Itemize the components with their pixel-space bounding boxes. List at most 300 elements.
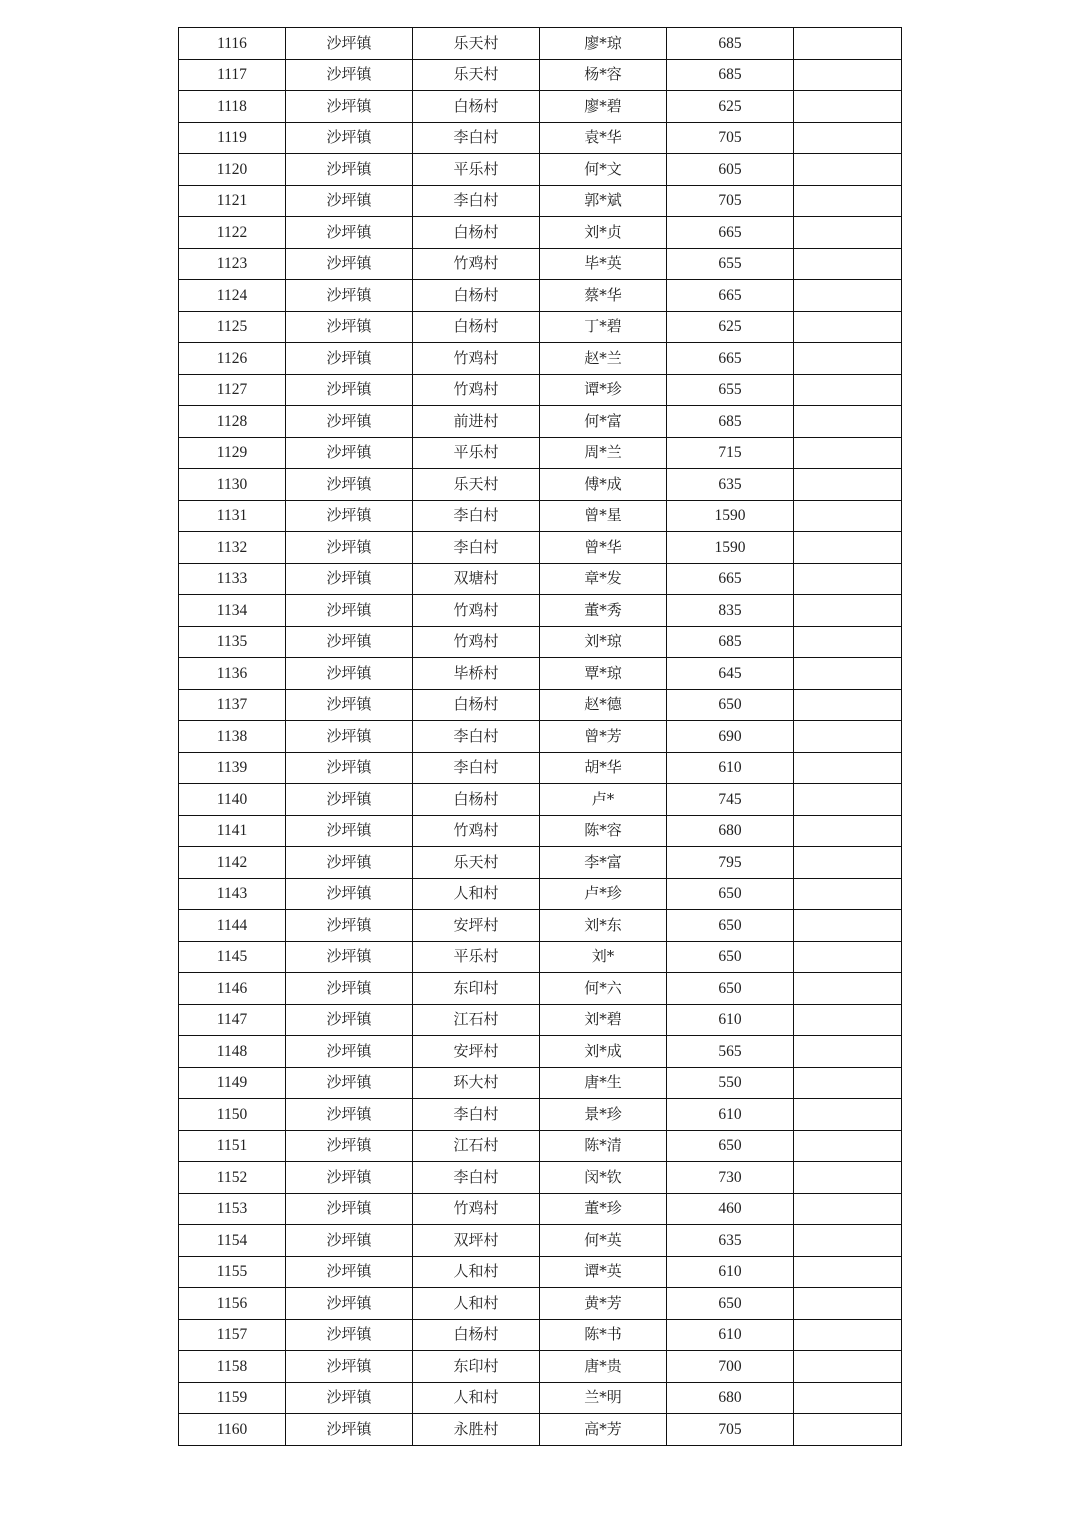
cell-serial-number: 1160 (179, 1414, 286, 1446)
cell-town: 沙坪镇 (286, 1036, 413, 1068)
cell-town: 沙坪镇 (286, 1225, 413, 1257)
cell-person-name: 何*六 (540, 973, 667, 1005)
cell-amount: 645 (667, 658, 794, 690)
cell-serial-number: 1159 (179, 1382, 286, 1414)
cell-person-name: 曾*华 (540, 532, 667, 564)
cell-serial-number: 1149 (179, 1067, 286, 1099)
cell-person-name: 景*珍 (540, 1099, 667, 1131)
table-row (179, 1382, 902, 1414)
cell-person-name: 刘*贞 (540, 217, 667, 249)
cell-note (794, 595, 902, 627)
table-row (179, 280, 902, 312)
cell-amount: 1590 (667, 532, 794, 564)
cell-person-name: 何*文 (540, 154, 667, 186)
document-page (178, 27, 895, 1446)
cell-town: 沙坪镇 (286, 122, 413, 154)
cell-person-name: 郭*斌 (540, 185, 667, 217)
cell-town: 沙坪镇 (286, 406, 413, 438)
cell-amount: 650 (667, 1130, 794, 1162)
cell-village: 平乐村 (413, 437, 540, 469)
cell-village: 李白村 (413, 500, 540, 532)
cell-serial-number: 1139 (179, 752, 286, 784)
cell-town: 沙坪镇 (286, 28, 413, 60)
cell-person-name: 何*富 (540, 406, 667, 438)
cell-serial-number: 1158 (179, 1351, 286, 1383)
table-row (179, 721, 902, 753)
cell-note (794, 343, 902, 375)
cell-village: 东印村 (413, 973, 540, 1005)
cell-amount: 650 (667, 878, 794, 910)
cell-serial-number: 1122 (179, 217, 286, 249)
cell-amount: 690 (667, 721, 794, 753)
cell-town: 沙坪镇 (286, 343, 413, 375)
cell-town: 沙坪镇 (286, 784, 413, 816)
cell-person-name: 陈*清 (540, 1130, 667, 1162)
cell-note (794, 500, 902, 532)
table-row (179, 1193, 902, 1225)
cell-note (794, 311, 902, 343)
cell-village: 白杨村 (413, 311, 540, 343)
table-row (179, 1162, 902, 1194)
cell-serial-number: 1140 (179, 784, 286, 816)
cell-serial-number: 1152 (179, 1162, 286, 1194)
cell-note (794, 374, 902, 406)
cell-note (794, 406, 902, 438)
table-row (179, 374, 902, 406)
table-row (179, 563, 902, 595)
cell-amount: 795 (667, 847, 794, 879)
cell-person-name: 章*发 (540, 563, 667, 595)
cell-serial-number: 1117 (179, 59, 286, 91)
cell-town: 沙坪镇 (286, 815, 413, 847)
cell-note (794, 815, 902, 847)
cell-amount: 705 (667, 122, 794, 154)
cell-note (794, 1382, 902, 1414)
cell-person-name: 李*富 (540, 847, 667, 879)
cell-village: 永胜村 (413, 1414, 540, 1446)
cell-village: 乐天村 (413, 469, 540, 501)
cell-person-name: 董*珍 (540, 1193, 667, 1225)
table-row (179, 1004, 902, 1036)
cell-serial-number: 1121 (179, 185, 286, 217)
cell-person-name: 毕*英 (540, 248, 667, 280)
cell-village: 人和村 (413, 878, 540, 910)
roster-table-body (179, 28, 902, 1446)
cell-serial-number: 1148 (179, 1036, 286, 1068)
cell-town: 沙坪镇 (286, 311, 413, 343)
cell-note (794, 941, 902, 973)
table-row (179, 437, 902, 469)
cell-town: 沙坪镇 (286, 1193, 413, 1225)
cell-village: 竹鸡村 (413, 815, 540, 847)
cell-village: 李白村 (413, 1162, 540, 1194)
roster-table (178, 27, 902, 1446)
cell-town: 沙坪镇 (286, 280, 413, 312)
cell-town: 沙坪镇 (286, 217, 413, 249)
table-row (179, 532, 902, 564)
cell-person-name: 曾*星 (540, 500, 667, 532)
table-row (179, 595, 902, 627)
cell-person-name: 刘*成 (540, 1036, 667, 1068)
cell-note (794, 1288, 902, 1320)
cell-town: 沙坪镇 (286, 500, 413, 532)
cell-town: 沙坪镇 (286, 1067, 413, 1099)
cell-village: 平乐村 (413, 154, 540, 186)
cell-village: 乐天村 (413, 28, 540, 60)
cell-note (794, 469, 902, 501)
table-row (179, 59, 902, 91)
cell-person-name: 赵*德 (540, 689, 667, 721)
cell-person-name: 袁*华 (540, 122, 667, 154)
cell-serial-number: 1138 (179, 721, 286, 753)
cell-amount: 685 (667, 626, 794, 658)
cell-town: 沙坪镇 (286, 1382, 413, 1414)
cell-town: 沙坪镇 (286, 721, 413, 753)
cell-amount: 635 (667, 1225, 794, 1257)
cell-amount: 685 (667, 406, 794, 438)
cell-amount: 705 (667, 1414, 794, 1446)
cell-amount: 685 (667, 59, 794, 91)
cell-town: 沙坪镇 (286, 1256, 413, 1288)
cell-serial-number: 1156 (179, 1288, 286, 1320)
cell-amount: 610 (667, 1319, 794, 1351)
table-row (179, 878, 902, 910)
cell-village: 李白村 (413, 752, 540, 784)
cell-person-name: 刘*碧 (540, 1004, 667, 1036)
cell-town: 沙坪镇 (286, 1288, 413, 1320)
cell-serial-number: 1132 (179, 532, 286, 564)
cell-note (794, 1225, 902, 1257)
cell-note (794, 1036, 902, 1068)
cell-note (794, 122, 902, 154)
table-row (179, 1288, 902, 1320)
cell-town: 沙坪镇 (286, 626, 413, 658)
cell-person-name: 唐*生 (540, 1067, 667, 1099)
cell-person-name: 闵*钦 (540, 1162, 667, 1194)
cell-note (794, 910, 902, 942)
cell-amount: 610 (667, 1099, 794, 1131)
table-row (179, 941, 902, 973)
cell-note (794, 248, 902, 280)
table-row (179, 406, 902, 438)
cell-serial-number: 1119 (179, 122, 286, 154)
cell-amount: 730 (667, 1162, 794, 1194)
table-row (179, 973, 902, 1005)
cell-person-name: 刘* (540, 941, 667, 973)
cell-note (794, 1004, 902, 1036)
table-row (179, 1036, 902, 1068)
cell-person-name: 廖*琼 (540, 28, 667, 60)
cell-person-name: 高*芳 (540, 1414, 667, 1446)
cell-serial-number: 1129 (179, 437, 286, 469)
cell-person-name: 刘*东 (540, 910, 667, 942)
cell-person-name: 廖*碧 (540, 91, 667, 123)
table-row (179, 784, 902, 816)
cell-serial-number: 1124 (179, 280, 286, 312)
cell-note (794, 658, 902, 690)
cell-town: 沙坪镇 (286, 185, 413, 217)
cell-village: 双坪村 (413, 1225, 540, 1257)
table-row (179, 311, 902, 343)
cell-note (794, 1067, 902, 1099)
cell-note (794, 973, 902, 1005)
cell-village: 李白村 (413, 1099, 540, 1131)
cell-village: 乐天村 (413, 847, 540, 879)
cell-village: 平乐村 (413, 941, 540, 973)
cell-village: 竹鸡村 (413, 595, 540, 627)
cell-amount: 650 (667, 941, 794, 973)
cell-village: 双塘村 (413, 563, 540, 595)
cell-village: 竹鸡村 (413, 374, 540, 406)
cell-serial-number: 1150 (179, 1099, 286, 1131)
cell-amount: 665 (667, 217, 794, 249)
cell-town: 沙坪镇 (286, 1099, 413, 1131)
table-row (179, 752, 902, 784)
table-row (179, 343, 902, 375)
cell-serial-number: 1144 (179, 910, 286, 942)
cell-note (794, 689, 902, 721)
table-row (179, 1351, 902, 1383)
cell-town: 沙坪镇 (286, 154, 413, 186)
cell-note (794, 626, 902, 658)
cell-town: 沙坪镇 (286, 59, 413, 91)
cell-amount: 655 (667, 374, 794, 406)
cell-person-name: 陈*书 (540, 1319, 667, 1351)
cell-serial-number: 1157 (179, 1319, 286, 1351)
cell-serial-number: 1116 (179, 28, 286, 60)
cell-town: 沙坪镇 (286, 1130, 413, 1162)
cell-note (794, 280, 902, 312)
cell-person-name: 赵*兰 (540, 343, 667, 375)
cell-village: 李白村 (413, 721, 540, 753)
cell-town: 沙坪镇 (286, 1162, 413, 1194)
table-row (179, 847, 902, 879)
cell-amount: 635 (667, 469, 794, 501)
cell-amount: 550 (667, 1067, 794, 1099)
cell-person-name: 董*秀 (540, 595, 667, 627)
table-row (179, 658, 902, 690)
cell-note (794, 28, 902, 60)
cell-village: 东印村 (413, 1351, 540, 1383)
table-row (179, 815, 902, 847)
cell-village: 白杨村 (413, 689, 540, 721)
cell-note (794, 1414, 902, 1446)
cell-amount: 610 (667, 1256, 794, 1288)
cell-village: 毕桥村 (413, 658, 540, 690)
table-row (179, 910, 902, 942)
cell-serial-number: 1125 (179, 311, 286, 343)
cell-amount: 605 (667, 154, 794, 186)
table-row (179, 1414, 902, 1446)
table-row (179, 500, 902, 532)
cell-amount: 565 (667, 1036, 794, 1068)
cell-amount: 460 (667, 1193, 794, 1225)
cell-person-name: 黄*芳 (540, 1288, 667, 1320)
cell-serial-number: 1137 (179, 689, 286, 721)
table-row (179, 1067, 902, 1099)
cell-note (794, 1099, 902, 1131)
table-row (179, 154, 902, 186)
table-row (179, 626, 902, 658)
cell-amount: 650 (667, 973, 794, 1005)
table-row (179, 185, 902, 217)
table-row (179, 1130, 902, 1162)
table-row (179, 122, 902, 154)
cell-note (794, 185, 902, 217)
cell-village: 白杨村 (413, 217, 540, 249)
cell-note (794, 437, 902, 469)
cell-serial-number: 1155 (179, 1256, 286, 1288)
cell-amount: 650 (667, 1288, 794, 1320)
cell-note (794, 847, 902, 879)
cell-note (794, 154, 902, 186)
cell-serial-number: 1123 (179, 248, 286, 280)
cell-village: 人和村 (413, 1256, 540, 1288)
cell-amount: 655 (667, 248, 794, 280)
cell-serial-number: 1128 (179, 406, 286, 438)
cell-town: 沙坪镇 (286, 658, 413, 690)
cell-village: 安坪村 (413, 910, 540, 942)
cell-town: 沙坪镇 (286, 437, 413, 469)
cell-serial-number: 1120 (179, 154, 286, 186)
cell-town: 沙坪镇 (286, 374, 413, 406)
cell-village: 竹鸡村 (413, 248, 540, 280)
cell-note (794, 784, 902, 816)
cell-amount: 625 (667, 91, 794, 123)
cell-serial-number: 1147 (179, 1004, 286, 1036)
cell-village: 竹鸡村 (413, 1193, 540, 1225)
cell-note (794, 721, 902, 753)
cell-serial-number: 1127 (179, 374, 286, 406)
cell-person-name: 胡*华 (540, 752, 667, 784)
cell-amount: 610 (667, 752, 794, 784)
cell-village: 前进村 (413, 406, 540, 438)
cell-amount: 665 (667, 280, 794, 312)
table-row (179, 469, 902, 501)
cell-person-name: 卢* (540, 784, 667, 816)
cell-serial-number: 1145 (179, 941, 286, 973)
cell-person-name: 兰*明 (540, 1382, 667, 1414)
cell-serial-number: 1131 (179, 500, 286, 532)
cell-town: 沙坪镇 (286, 1414, 413, 1446)
cell-note (794, 1193, 902, 1225)
cell-note (794, 1130, 902, 1162)
cell-village: 竹鸡村 (413, 626, 540, 658)
cell-person-name: 丁*碧 (540, 311, 667, 343)
cell-town: 沙坪镇 (286, 563, 413, 595)
cell-serial-number: 1142 (179, 847, 286, 879)
cell-village: 白杨村 (413, 784, 540, 816)
cell-person-name: 何*英 (540, 1225, 667, 1257)
table-row (179, 217, 902, 249)
cell-person-name: 卢*珍 (540, 878, 667, 910)
table-row (179, 1319, 902, 1351)
cell-amount: 715 (667, 437, 794, 469)
cell-serial-number: 1130 (179, 469, 286, 501)
cell-village: 人和村 (413, 1382, 540, 1414)
cell-amount: 705 (667, 185, 794, 217)
cell-amount: 650 (667, 689, 794, 721)
cell-person-name: 覃*琼 (540, 658, 667, 690)
cell-person-name: 杨*容 (540, 59, 667, 91)
table-row (179, 1256, 902, 1288)
cell-person-name: 傅*成 (540, 469, 667, 501)
cell-person-name: 陈*容 (540, 815, 667, 847)
cell-note (794, 563, 902, 595)
cell-amount: 685 (667, 28, 794, 60)
cell-person-name: 谭*珍 (540, 374, 667, 406)
cell-serial-number: 1118 (179, 91, 286, 123)
cell-village: 白杨村 (413, 280, 540, 312)
cell-town: 沙坪镇 (286, 847, 413, 879)
cell-amount: 700 (667, 1351, 794, 1383)
cell-note (794, 752, 902, 784)
table-row (179, 689, 902, 721)
table-row (179, 91, 902, 123)
cell-serial-number: 1133 (179, 563, 286, 595)
cell-village: 李白村 (413, 185, 540, 217)
cell-serial-number: 1134 (179, 595, 286, 627)
cell-person-name: 曾*芳 (540, 721, 667, 753)
cell-serial-number: 1154 (179, 1225, 286, 1257)
cell-note (794, 1351, 902, 1383)
cell-village: 李白村 (413, 532, 540, 564)
cell-village: 人和村 (413, 1288, 540, 1320)
table-row (179, 248, 902, 280)
cell-serial-number: 1136 (179, 658, 286, 690)
cell-town: 沙坪镇 (286, 469, 413, 501)
cell-village: 安坪村 (413, 1036, 540, 1068)
cell-serial-number: 1153 (179, 1193, 286, 1225)
cell-note (794, 59, 902, 91)
cell-town: 沙坪镇 (286, 941, 413, 973)
cell-person-name: 蔡*华 (540, 280, 667, 312)
cell-note (794, 1319, 902, 1351)
cell-amount: 665 (667, 563, 794, 595)
cell-village: 乐天村 (413, 59, 540, 91)
cell-amount: 745 (667, 784, 794, 816)
table-row (179, 1099, 902, 1131)
cell-person-name: 谭*英 (540, 1256, 667, 1288)
cell-amount: 680 (667, 815, 794, 847)
cell-village: 江石村 (413, 1004, 540, 1036)
cell-note (794, 1162, 902, 1194)
cell-amount: 625 (667, 311, 794, 343)
cell-town: 沙坪镇 (286, 1351, 413, 1383)
cell-amount: 1590 (667, 500, 794, 532)
cell-village: 李白村 (413, 122, 540, 154)
cell-village: 环大村 (413, 1067, 540, 1099)
cell-serial-number: 1146 (179, 973, 286, 1005)
cell-note (794, 1256, 902, 1288)
cell-serial-number: 1143 (179, 878, 286, 910)
cell-village: 竹鸡村 (413, 343, 540, 375)
cell-town: 沙坪镇 (286, 752, 413, 784)
cell-serial-number: 1135 (179, 626, 286, 658)
table-row (179, 28, 902, 60)
cell-town: 沙坪镇 (286, 878, 413, 910)
cell-amount: 835 (667, 595, 794, 627)
cell-town: 沙坪镇 (286, 248, 413, 280)
cell-person-name: 刘*琼 (540, 626, 667, 658)
cell-town: 沙坪镇 (286, 689, 413, 721)
cell-serial-number: 1126 (179, 343, 286, 375)
cell-serial-number: 1151 (179, 1130, 286, 1162)
cell-town: 沙坪镇 (286, 910, 413, 942)
cell-serial-number: 1141 (179, 815, 286, 847)
cell-town: 沙坪镇 (286, 532, 413, 564)
cell-amount: 610 (667, 1004, 794, 1036)
